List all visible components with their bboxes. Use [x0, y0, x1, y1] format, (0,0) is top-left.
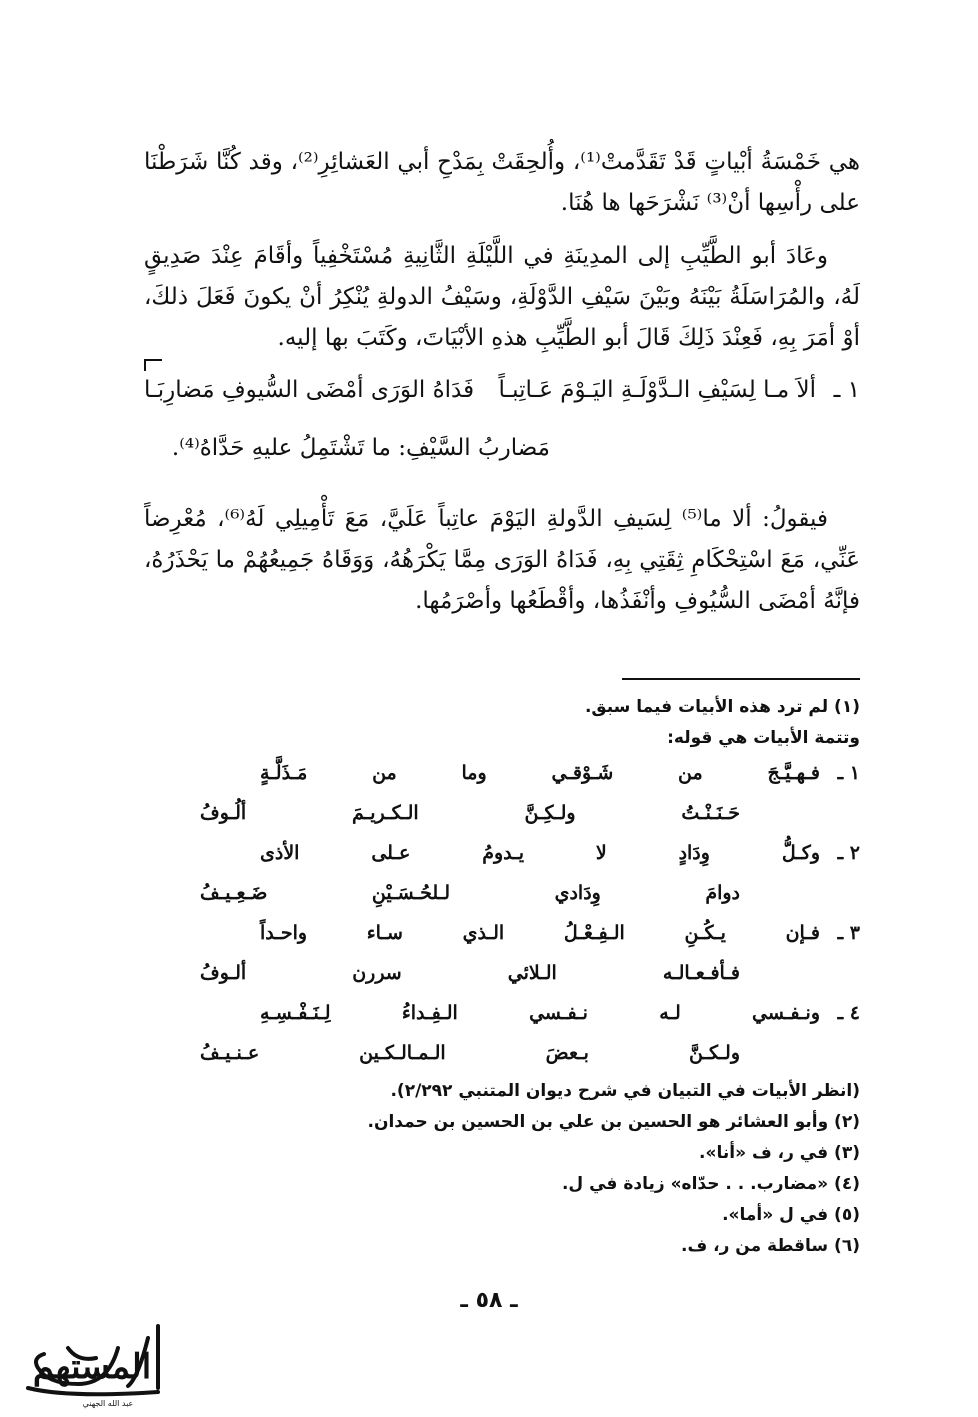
footnote-poem [144, 756, 860, 1076]
footnote-1: (١) لم ترد هذه الأبيات فيما سبق. [584, 697, 860, 717]
bracket-mark-icon [144, 359, 162, 371]
poem-word: من [372, 762, 397, 784]
poem-line [144, 916, 860, 956]
poem-word: الـذي [462, 922, 505, 944]
poem-word: من [678, 762, 703, 784]
poem-word: وِدَادٍ [678, 842, 710, 864]
poem-line-number: ١ ـ [837, 762, 860, 784]
footnote-2: (٢) وأبو العشائر هو الحسين بن علي بن الحسين بن حمدان. [367, 1112, 860, 1132]
poem-word: حَـنَـنْـتُ [681, 802, 740, 824]
poem-line-number: ٤ ـ [837, 1002, 860, 1024]
poem-word: بـعضَ [545, 1042, 589, 1064]
poem-word: الـفِـعْـلُ [563, 922, 625, 944]
paragraph-2: وعَادَ أبو الطَّيِّبِ إلى المدِينَةِ في اللَّيْلَةِ الثَّانِيةِ مُسْتَخْفِياً وأقَامَ عِنْدَ صَدِيقٍ لَهُ، والمُرَاسَلَةُ بَيْنَهُ وبَيْنَ سَيْفِ الدَّوْلَةِ، وسَيْفُ الدولةِ يُنْكِرُ أنْ يكونَ فَعَلَ ذلكَ، أوْ أمَرَ بِهِ، فَعِنْدَ ذَلِكَ قَالَ أبو الطَّيِّبِ هذهِ الأبْيَاتَ، وكَتَبَ بها إليه. [144, 243, 860, 351]
poem-word: الأذى [260, 842, 300, 864]
main-text [144, 142, 860, 634]
poem-word: الـفِـداءُ [401, 1002, 458, 1024]
poem-word: الـكـريـمَ [352, 802, 419, 824]
poem-word: مَـذَلَّـةٍ [260, 762, 308, 784]
verse-first-hemistich: ألاَ مـا لِسَيْفِ الـدَّوْلَـةِ اليَـوْمَ عَـاتِبـاً [498, 377, 816, 403]
poem-word: لـلحُـسَـيْنِ [371, 882, 451, 904]
poem-word: يـكُـنِ [684, 922, 726, 944]
footnote-reference: (انظر الأبيات في التبيان في شرح ديوان المتنبي ٢/٢٩٢). [390, 1081, 860, 1101]
poem-word: ألـوفُ [200, 962, 247, 984]
paragraph-3: فيقولُ: ألا ما⁽⁵⁾ لِسَيفِ الدَّولةِ اليَوْمَ عاتِباً عَلَيَّ، مَعَ تَأْمِيلِي لَهُ⁽⁶⁾، مُعْرِضاً عَنِّي، مَعَ اسْتِحْكَامِ ثِقَتِي بِهِ، فَدَاهُ الوَرَى مِمَّا يَكْرَهُهُ، وَوَقَاهُ جَمِيعُهُمْ ما يَحْذَرُهُ، فإنَّهُ أمْضَى السُّيُوفِ وأنْفَذُها، وأقْطَعُها وأصْرَمُها. [144, 506, 860, 614]
verse-explanation: مَضاربُ السَّيْفِ: ما تَشْتَمِلُ عليهِ حَدَّاهُ⁽⁴⁾. [171, 435, 550, 461]
poem-word: وكـلُّ [781, 842, 820, 864]
poem-word: فـإن [785, 922, 820, 944]
poem-word: دوامَ [705, 882, 740, 904]
poem-word: ولـكـنَّ [688, 1042, 740, 1064]
poem-word: عـلى [371, 842, 411, 864]
poem-word: يـدومُ [482, 842, 524, 864]
poem-word: لـه [659, 1002, 681, 1024]
poem-line [144, 996, 860, 1036]
poem-line [144, 756, 860, 796]
logo-small-text: عبد الله الجهني [82, 1399, 134, 1408]
logo-text: المستهم [32, 1347, 152, 1387]
verse-second-hemistich: فَدَاهُ الوَرَى أمْضَى السُّيوفِ مَضارِبَـا [144, 377, 475, 403]
footnote-intro: وتتمة الأبيات هي قوله: [667, 728, 860, 748]
poem-word: لا [595, 842, 607, 864]
poem-line-number: ٣ ـ [837, 922, 860, 944]
poem-line [144, 836, 860, 876]
footnote-4: (٤) «مضارب. . . حدّاه» زيادة في ل. [561, 1174, 860, 1194]
poem-word: ونـفـسي [752, 1002, 820, 1024]
poem-word: ألُـوفُ [200, 802, 247, 824]
calligraphy-logo-icon [8, 1318, 176, 1410]
poem-word: واحـداً [260, 922, 308, 944]
poem-word: فـأفـعـالـه [662, 962, 740, 984]
footnote-3: (٣) في ر، ف «أنا». [699, 1143, 860, 1163]
poem-word: شَـوْقـي [551, 762, 614, 784]
poem-line [144, 1036, 860, 1076]
page-number: ـ ٥٨ ـ [460, 1288, 518, 1313]
poem-line [144, 876, 860, 916]
poem-word: وما [461, 762, 487, 784]
footnote-divider [622, 678, 860, 680]
footnote-5: (٥) في ل «أما». [722, 1205, 860, 1225]
poem-word: سررن [352, 962, 402, 984]
poem-word: فـهـيَّـجَ [767, 762, 820, 784]
verse-block [144, 371, 860, 489]
poem-word: ضَـعِـيـفُ [200, 882, 268, 904]
poem-word: وِدَادي [554, 882, 601, 904]
poem-word: سـاء [366, 922, 403, 944]
poem-word: نـفـسي [529, 1002, 588, 1024]
poem-line [144, 796, 860, 836]
poem-word: ولـكِـنَّ [524, 802, 576, 824]
poem-line [144, 956, 860, 996]
verse-number: ١ ـ [833, 377, 860, 403]
poem-word: الـلائي [507, 962, 557, 984]
footnote-6: (٦) ساقطة من ر، ف. [681, 1236, 860, 1256]
paragraph-1: هي خَمْسَةُ أبْياتٍ قَدْ تَقَدَّمتْ⁽¹⁾، وأُلحِقَتْ بِمَدْحِ أبي العَشائِرِ⁽²⁾، وقد كُنَّا شَرَطْنَا على رأْسِها أنْ⁽³⁾ نَشْرَحَها ها هُنَا. [144, 149, 861, 216]
poem-word: الـمـالـكـين [359, 1042, 446, 1064]
footnotes [144, 692, 860, 1262]
poem-word: لِـنَـفْـسِـهِ [260, 1002, 331, 1024]
poem-line-number: ٢ ـ [837, 842, 860, 864]
poem-word: عـنـيـفُ [200, 1042, 260, 1064]
